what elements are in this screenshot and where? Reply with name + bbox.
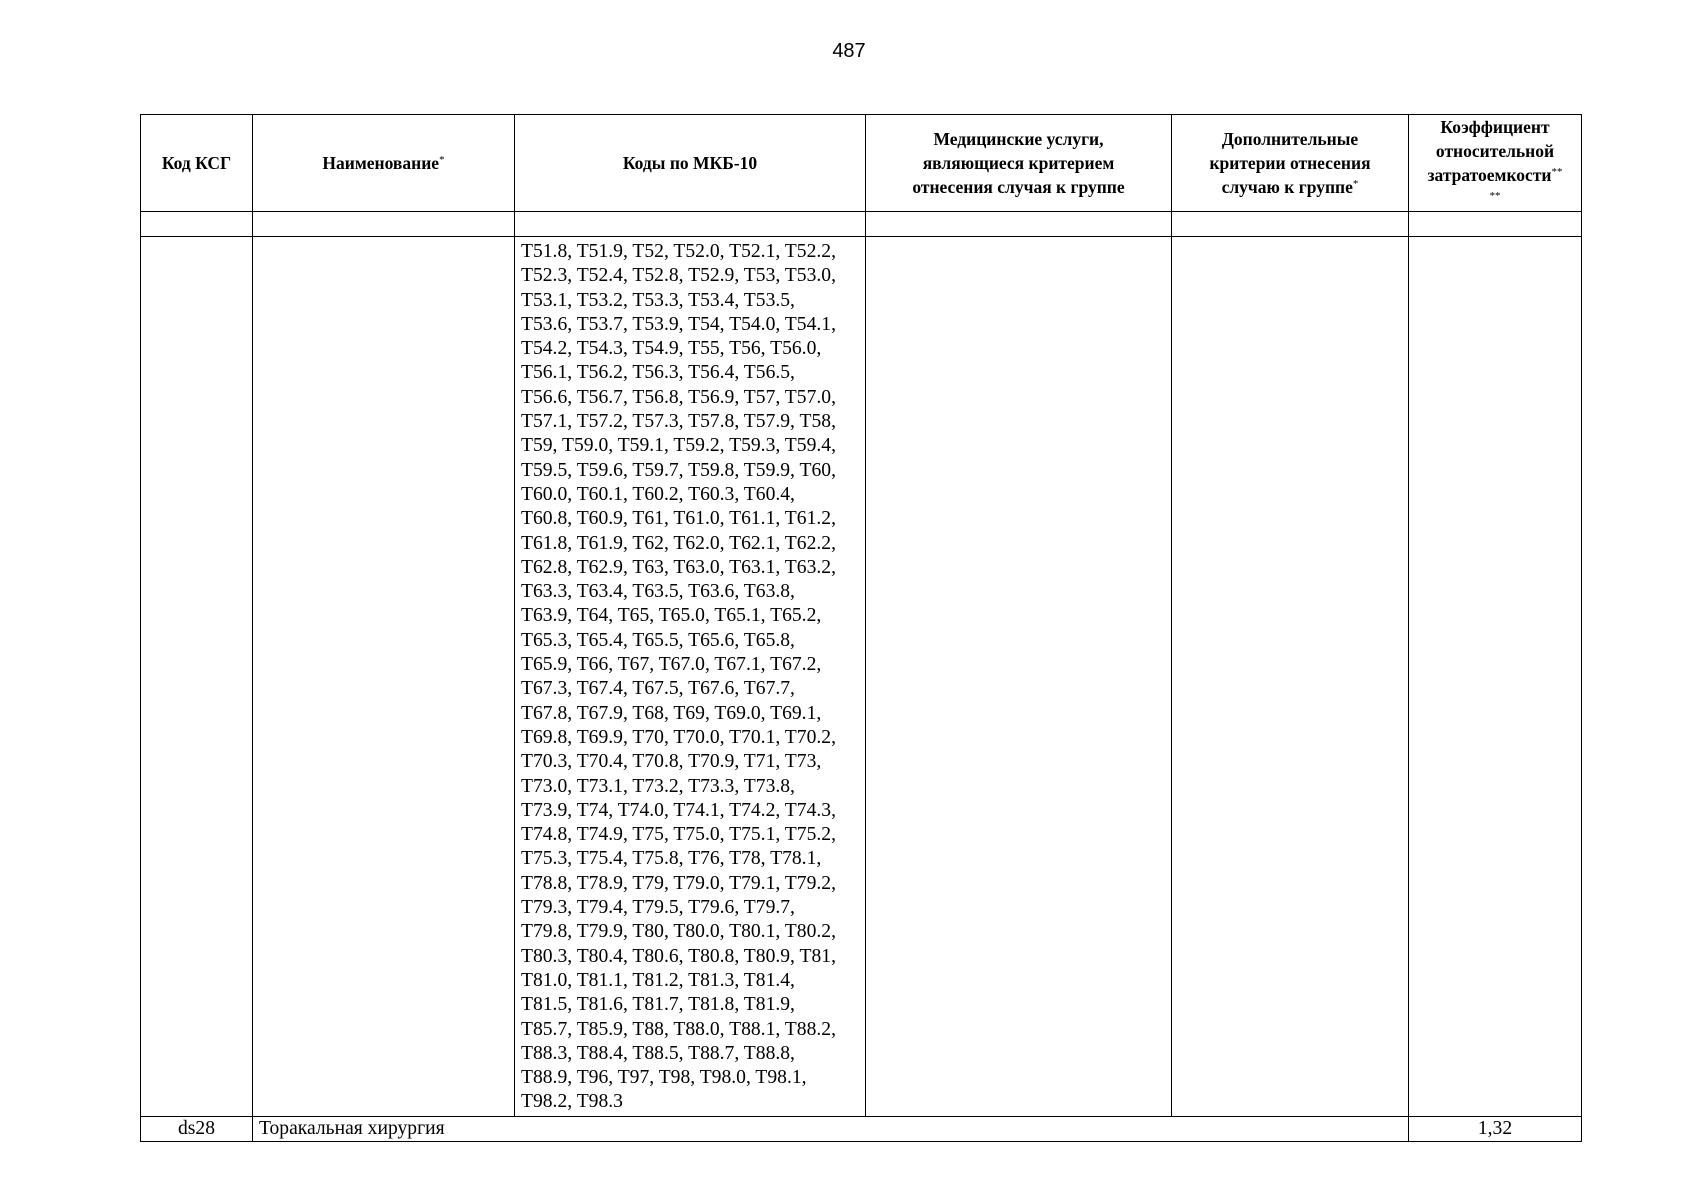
table-row-continued [141,237,1582,1117]
footnote-mark: ** [1551,166,1563,178]
table-row-group [141,1117,1582,1142]
footnote-mark: * [439,154,445,166]
cell-name [253,237,515,1117]
header-medical-services: Медицинские услуги, являющиеся критерием отнесения случая к группе [866,115,1172,212]
cell-icd-codes: T51.8, T51.9, T52, T52.0, T52.1, T52.2, T52.3, T52.4, T52.8, T52.9, T53, T53.0, T53.1, T53.2, T53.3, T53.4, T53.5, T53.6, T53.7, T53.9, T54, T54.0, T54.1, T54.2, T54.3, T54.9, T55, T56, T56.0, T56.1, T56.2, T56.3, T56.4, T56.5, T56.6, T56.7, T56.8, T56.9, T57, T57.0, T57.1, T57.2, T57.3, T57.8, T57.9, T58, T59, T59.0, T59.1, T59.2, T59.3, T59.4, T59.5, T59.6, T59.7, T59.8, T59.9, T60, T60.0, T60.1, T60.2, T60.3, T60.4, T60.8, T60.9, T61, T61.0, T61.1, T61.2, T61.8, T61.9, T62, T62.0, T62.1, T62.2, T62.8, T62.9, T63, T63.0, T63.1, T63.2, T63.3, T63.4, T63.5, T63.6, T63.8, T63.9, T64, T65, T65.0, T65.1, T65.2, T65.3, T65.4, T65.5, T65.6, T65.8, T65.9, T66, T67, T67.0, T67.1, T67.2, T67.3, T67.4, T67.5, T67.6, T67.7, T67.8, T67.9, T68, T69, T69.0, T69.1, T69.8, T69.9, T70, T70.0, T70.1, T70.2, T70.3, T70.4, T70.8, T70.9, T71, T73, T73.0, T73.1, T73.2, T73.3, T73.8, T73.9, T74, T74.0, T74.1, T74.2, T74.3, T74.8, T74.9, T75, T75.0, T75.1, T75.2, T75.3, T75.4, T75.8, T76, T78, T78.1, T78.8, T78.9, T79, T79.0, T79.1, T79.2, T79.3, T79.4, T79.5, T79.6, T79.7, T79.8, T79.9, T80, T80.0, T80.1, T80.2, T80.3, T80.4, T80.6, T80.8, T80.9, T81, T81.0, T81.1, T81.2, T81.3, T81.4, T81.5, T81.6, T81.7, T81.8, T81.9, T85.7, T85.9, T88, T88.0, T88.1, T88.2, T88.3, T88.4, T88.5, T88.7, T88.8, T88.9, T96, T97, T98, T98.0, T98.1, T98.2, T98.3 [515,237,866,1117]
spacer-row [141,212,1582,237]
cell-ksg-code: ds28 [141,1117,253,1142]
footnote-mark-2: ** [1489,190,1501,202]
cell-additional-criteria [1172,237,1409,1117]
cell-coefficient: 1,32 [1409,1117,1582,1142]
header-row [141,115,1582,212]
cell-group-name: Торакальная хирургия [253,1117,1409,1142]
header-name: Наименование* [253,115,515,212]
header-icd-codes: Коды по МКБ-10 [515,115,866,212]
cell-ksg-code [141,237,253,1117]
page-number: 487 [832,40,866,62]
header-coefficient: Коэффициент относительной затратоемкости** ** [1409,115,1582,212]
cell-coefficient [1409,237,1582,1117]
ksg-table [140,114,1582,1142]
header-ksg-code: Код КСГ [141,115,253,212]
header-additional-criteria: Дополнительные критерии отнесения случаю к группе* [1172,115,1409,212]
cell-medical-services [866,237,1172,1117]
footnote-mark: * [1352,178,1359,190]
